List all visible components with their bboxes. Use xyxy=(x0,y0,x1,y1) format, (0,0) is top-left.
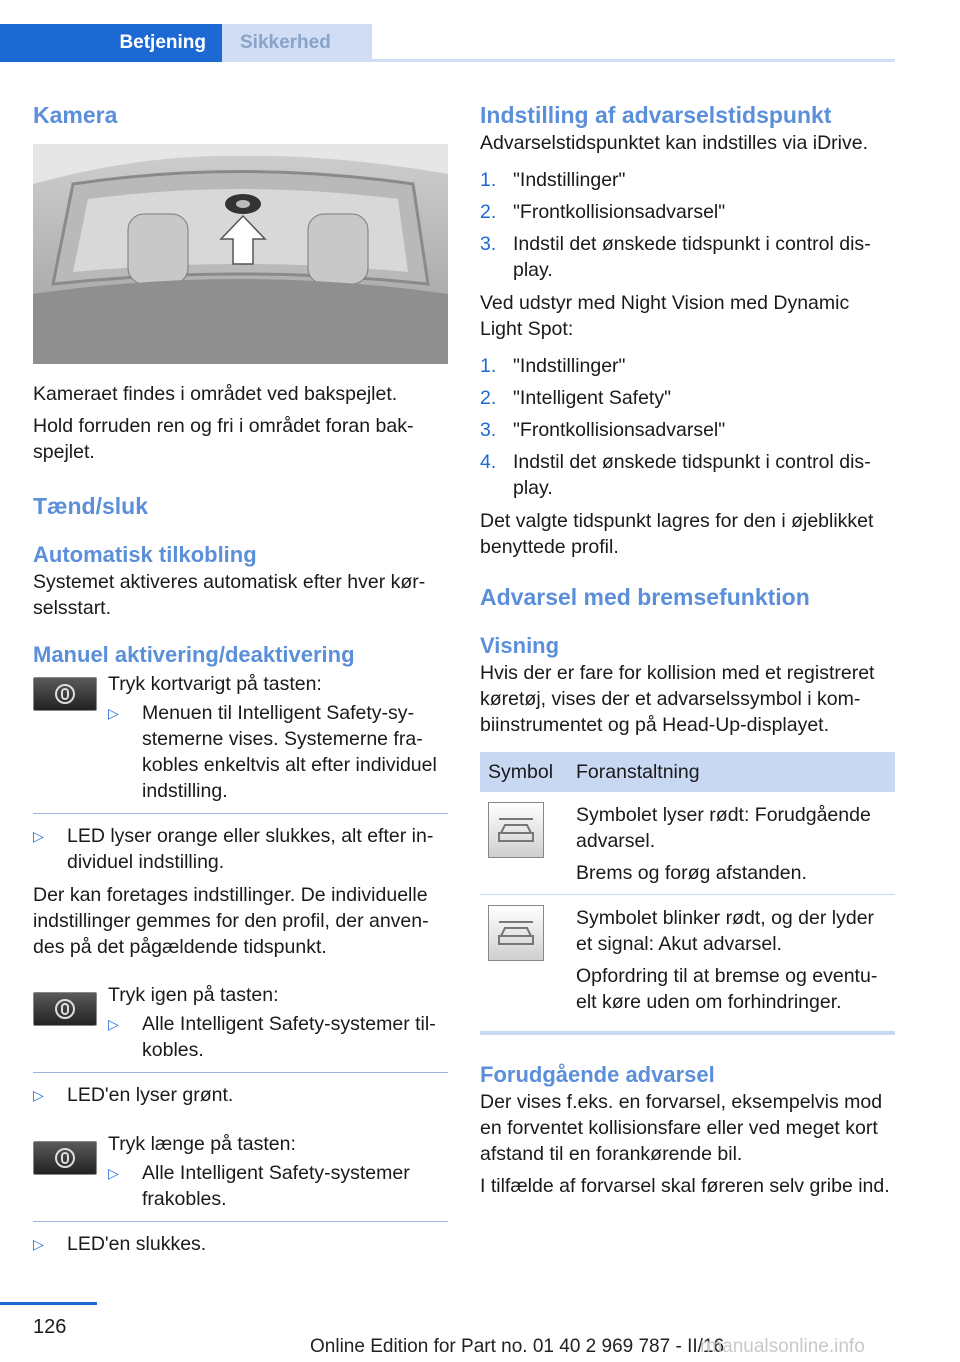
press-again-block xyxy=(33,982,448,1066)
tab-betjening-label: Betjening xyxy=(119,32,206,53)
divider xyxy=(33,1221,448,1222)
list-item: ▷ LED lyser orange eller slukkes, alt efter individuel indstilling. xyxy=(33,825,434,873)
brake-heading: Advarsel med bremsefunktion xyxy=(480,584,810,610)
edition-text: Online Edition for Part no. 01 40 2 969 787 - II/16 xyxy=(310,1336,725,1357)
safety-key-icon xyxy=(33,1141,97,1175)
on-off-heading: Tænd/sluk xyxy=(33,493,149,519)
row1-text-b: Brems og forøg afstanden. xyxy=(576,862,807,884)
press-short-text: Tryk kortvarigt på tasten: xyxy=(108,673,322,695)
press-long-block xyxy=(33,1131,448,1215)
press-long-text: Tryk længe på tasten: xyxy=(108,1133,296,1155)
list-item: 1. "Indstillinger" xyxy=(480,169,626,191)
display-heading: Visning xyxy=(480,633,560,658)
list-item: ▷ Alle Intelligent Safety-systemer tilkobles. xyxy=(108,1013,436,1061)
list-item: 3. "Frontkollisionsadvarsel" xyxy=(480,419,726,441)
tab-sikkerhed[interactable] xyxy=(222,24,372,62)
triangle-bullet-icon: ▷ xyxy=(33,1087,44,1103)
divider xyxy=(33,1072,448,1073)
row2-text-b: Opfordring til at bremse og eventuelt køre uden om forhindringer. xyxy=(576,965,878,1013)
list-item: 2. "Intelligent Safety" xyxy=(480,387,672,409)
pre-warning-text-2: I tilfælde af forvarsel skal føreren selv gribe ind. xyxy=(480,1175,890,1197)
tab-underline xyxy=(372,59,895,62)
row2-text-a: Symbolet blinker rødt, og der lyder et signal: Akut advarsel. xyxy=(576,907,875,955)
page-footer xyxy=(0,1302,960,1362)
setting-heading: Indstilling af advarselstidspunkt xyxy=(480,102,832,128)
settings-list-2 xyxy=(480,350,895,504)
tab-betjening[interactable] xyxy=(0,24,222,62)
manual-heading: Manuel aktivering/deaktivering xyxy=(33,642,355,667)
triangle-bullet-icon: ▷ xyxy=(33,1236,44,1252)
press-short-block xyxy=(33,671,448,807)
car-warning-icon xyxy=(488,905,544,961)
triangle-bullet-icon: ▷ xyxy=(108,705,119,721)
col-symbol-header: Symbol xyxy=(480,752,568,792)
list-item: ▷ Alle Intelligent Safety-systemer frakobles. xyxy=(108,1162,410,1210)
save-text: Det valgte tidspunkt lagres for den i øjeblikket benyttede profil. xyxy=(480,510,874,558)
safety-key-icon xyxy=(33,992,97,1026)
triangle-bullet-icon: ▷ xyxy=(108,1016,119,1032)
camera-text-2: Hold forruden ren og fri i området foran bakspejlet. xyxy=(33,415,414,463)
setting-text: Advarselstidspunktet kan indstilles via iDrive. xyxy=(480,132,869,154)
camera-heading: Kamera xyxy=(33,102,118,128)
list-item: ▷ LED'en slukkes. xyxy=(33,1233,207,1255)
list-item: 1. "Indstillinger" xyxy=(480,355,626,377)
footer-accent-line xyxy=(0,1302,97,1305)
section-tabs xyxy=(0,0,895,62)
press-again-text: Tryk igen på tasten: xyxy=(108,984,279,1006)
symbol-table xyxy=(480,752,895,1035)
list-item: 4. Indstil det ønskede tidspunkt i control display. xyxy=(480,451,871,499)
page-number: 126 xyxy=(33,1316,67,1338)
car-warning-icon xyxy=(488,802,544,858)
list-item: ▷ LED'en lyser grønt. xyxy=(33,1084,234,1106)
list-item: 2. "Frontkollisionsadvarsel" xyxy=(480,201,726,223)
pre-warning-heading: Forudgående advarsel xyxy=(480,1062,715,1087)
left-column xyxy=(33,100,448,1260)
settings-text: Der kan foretages indstillinger. De individuelle indstillinger gemmes for den profil, der anvendes på det pågældende tidspunkt. xyxy=(33,884,429,958)
settings-list-1 xyxy=(480,164,895,286)
table-row xyxy=(480,792,895,895)
watermark-text: rmanualsonline.info xyxy=(700,1336,865,1357)
triangle-bullet-icon: ▷ xyxy=(108,1165,119,1181)
pre-warning-text-1: Der vises f.eks. en forvarsel, eksempelvis mod en forventet kollisionsfare eller ved meget kort afstand til en forankørende bil. xyxy=(480,1091,883,1165)
divider xyxy=(33,813,448,814)
camera-location-photo xyxy=(33,144,448,364)
triangle-bullet-icon: ▷ xyxy=(33,828,44,844)
display-text: Hvis der er fare for kollision med et registreret køretøj, vises der et advarselssymbol i kombiinstrumentet og på Head-Up-displayet. xyxy=(480,662,875,736)
right-column xyxy=(480,100,895,1199)
col-action-header: Foranstaltning xyxy=(568,752,895,792)
safety-key-icon xyxy=(33,677,97,711)
row1-text-a: Symbolet lyser rødt: Forudgående advarsel. xyxy=(576,804,871,852)
list-item: 3. Indstil det ønskede tidspunkt i control display. xyxy=(480,233,871,281)
night-vision-text: Ved udstyr med Night Vision med Dynamic Light Spot: xyxy=(480,292,850,340)
camera-text-1: Kameraet findes i området ved bakspejlet. xyxy=(33,383,398,405)
table-row xyxy=(480,895,895,1034)
auto-text: Systemet aktiveres automatisk efter hver kørselsstart. xyxy=(33,571,426,619)
tab-sikkerhed-label: Sikkerhed xyxy=(240,32,331,53)
auto-heading: Automatisk tilkobling xyxy=(33,542,257,567)
list-item: ▷ Menuen til Intelligent Safety-systemerne vises. Systemerne frakobles enkeltvis alt efter individuel indstilling. xyxy=(108,702,437,802)
